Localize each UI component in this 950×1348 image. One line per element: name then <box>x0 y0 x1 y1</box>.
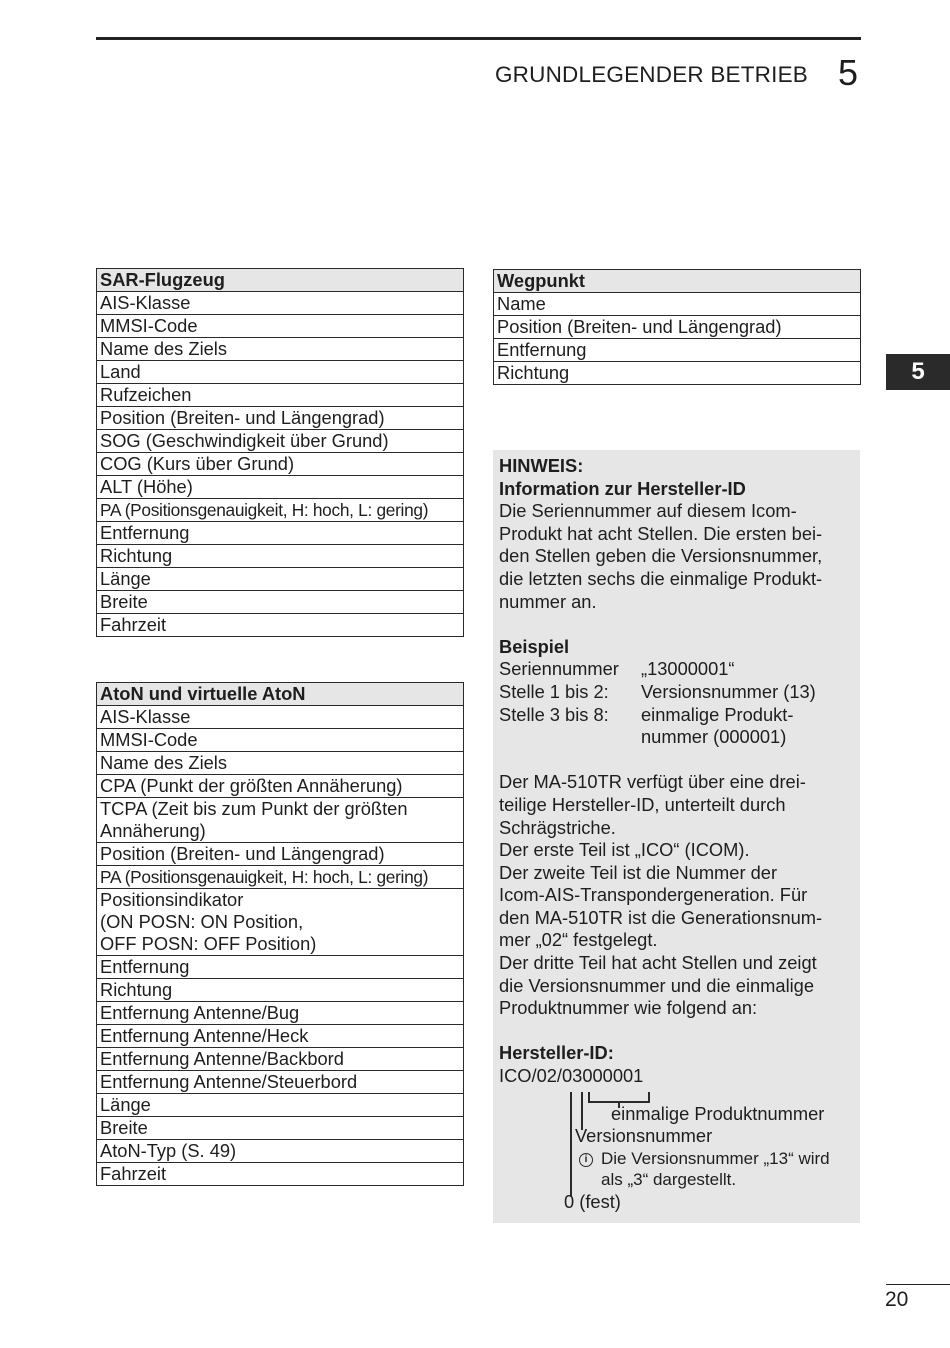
table-cell: Breite <box>97 1117 464 1140</box>
table-row <box>97 614 464 637</box>
info-icon: i <box>579 1153 593 1167</box>
fixed-label: 0 (fest) <box>564 1191 621 1212</box>
table-row <box>97 1025 464 1048</box>
table-cell: MMSI-Code <box>97 729 464 752</box>
table-cell: Entfernung <box>97 956 464 979</box>
waypoint-table <box>493 269 861 385</box>
aton-table-header-row <box>97 683 464 706</box>
product-number-label: einmalige Produktnummer <box>611 1103 825 1124</box>
table-cell: CPA (Punkt der größten Annäherung) <box>97 775 464 798</box>
section-title: GRUNDLEGENDER BETRIEB <box>494 62 808 87</box>
table-row <box>97 292 464 315</box>
table-row <box>97 956 464 979</box>
example-row <box>499 704 851 749</box>
table-cell: Richtung <box>494 362 861 385</box>
page-number: 20 <box>885 1288 909 1311</box>
table-row <box>97 1094 464 1117</box>
example-key: Stelle 1 bis 2: <box>499 680 609 702</box>
table-row <box>97 1117 464 1140</box>
table-cell: COG (Kurs über Grund) <box>97 453 464 476</box>
table-row <box>97 338 464 361</box>
table-cell: Fahrzeit <box>97 614 464 637</box>
example-value: „13000001“ <box>641 658 735 680</box>
table-cell: Position (Breiten- und Längengrad) <box>97 843 464 866</box>
note-intro: Die Seriennummer auf diesem Icom- Produkt hat acht Stellen. Die ersten bei- den Stellen geben die Versionsnummer, die letzten sechs die einmalige Produkt- nummer an. <box>499 500 823 612</box>
example-value: einmalige Produkt- nummer (000001) <box>641 703 794 748</box>
table-row <box>97 979 464 1002</box>
table-cell: Name <box>494 293 861 316</box>
table-cell: Position (Breiten- und Längengrad) <box>494 316 861 339</box>
table-cell: ALT (Höhe) <box>97 476 464 499</box>
table-cell: AtoN-Typ (S. 49) <box>97 1140 464 1163</box>
table-row <box>97 889 464 956</box>
table-row <box>97 568 464 591</box>
table-row <box>494 362 861 385</box>
chapter-number: 5 <box>838 52 859 93</box>
table-cell: Fahrzeit <box>97 1163 464 1186</box>
table-cell: Entfernung Antenne/Steuerbord <box>97 1071 464 1094</box>
table-cell: Länge <box>97 1094 464 1117</box>
table-row <box>97 1002 464 1025</box>
table-cell: Name des Ziels <box>97 338 464 361</box>
chapter-tab: 5 <box>886 354 950 390</box>
table-cell: Land <box>97 361 464 384</box>
example-key: Stelle 3 bis 8: <box>499 703 609 725</box>
table-row <box>97 315 464 338</box>
page-number-rule <box>886 1284 950 1285</box>
table-row <box>97 545 464 568</box>
table-cell: Breite <box>97 591 464 614</box>
bracket-vertical-outer <box>570 1092 572 1196</box>
table-row <box>97 591 464 614</box>
table-row <box>97 407 464 430</box>
table-row <box>97 384 464 407</box>
table-row <box>97 729 464 752</box>
table-row <box>97 775 464 798</box>
sar-table-title: SAR-Flugzeug <box>97 269 464 292</box>
table-row <box>97 499 464 522</box>
table-cell: Name des Ziels <box>97 752 464 775</box>
note-explanation: Der MA-510TR verfügt über eine drei- teilige Hersteller-ID, unterteilt durch Schrägstriche. Der erste Teil ist „ICO“ (ICOM). Der zweite Teil ist die Nummer der Icom-AIS-Transpondergeneration. Für den MA-510TR ist die Generationsnum- mer „02“ festgelegt. Der dritte Teil hat acht Stellen und zeigt die Versionsnummer und die einmalige Produktnummer wie folgend an: <box>499 771 823 1019</box>
table-cell: Richtung <box>97 545 464 568</box>
table-cell: Länge <box>97 568 464 591</box>
table-row <box>97 843 464 866</box>
table-cell: Entfernung <box>494 339 861 362</box>
version-number-label: Versionsnummer <box>575 1125 713 1146</box>
table-row <box>97 1048 464 1071</box>
table-cell: Entfernung Antenne/Heck <box>97 1025 464 1048</box>
aton-table <box>96 682 464 1186</box>
table-row <box>97 453 464 476</box>
manufacturer-id-heading: Hersteller-ID: <box>499 1042 614 1064</box>
version-info-text: Die Versionsnummer „13“ wird als „3“ dargestellt. <box>601 1149 830 1189</box>
example-value: Versionsnummer (13) <box>641 680 816 702</box>
table-row <box>97 866 464 889</box>
sar-aircraft-table <box>96 268 464 637</box>
table-row <box>494 316 861 339</box>
table-row <box>97 1140 464 1163</box>
example-row <box>499 681 851 704</box>
example-row <box>499 658 851 681</box>
table-cell: Entfernung Antenne/Backbord <box>97 1048 464 1071</box>
example-heading: Beispiel <box>499 635 570 657</box>
table-cell: Position (Breiten- und Längengrad) <box>97 407 464 430</box>
table-cell: Rufzeichen <box>97 384 464 407</box>
note-label: HINWEIS: <box>499 455 584 476</box>
bracket-right-tick <box>648 1092 650 1102</box>
table-cell: Entfernung Antenne/Bug <box>97 1002 464 1025</box>
table-cell: AIS-Klasse <box>97 706 464 729</box>
table-cell: AIS-Klasse <box>97 292 464 315</box>
table-cell: PA (Positionsgenauigkeit, H: hoch, L: gering) <box>97 866 464 889</box>
waypoint-table-title: Wegpunkt <box>494 270 861 293</box>
table-row <box>494 293 861 316</box>
example-key: Seriennummer <box>499 658 619 680</box>
table-row <box>97 706 464 729</box>
manufacturer-id-value: ICO/02/03000001 <box>499 1065 644 1087</box>
table-cell: TCPA (Zeit bis zum Punkt der größten Annäherung) <box>97 798 464 843</box>
table-row <box>97 476 464 499</box>
table-cell: Positionsindikator (ON POSN: ON Position, OFF POSN: OFF Position) <box>97 889 464 956</box>
table-row <box>97 798 464 843</box>
table-row <box>97 361 464 384</box>
table-cell: Entfernung <box>97 522 464 545</box>
note-subtitle: Information zur Hersteller-ID <box>499 477 746 499</box>
table-row <box>97 1163 464 1186</box>
top-rule <box>96 37 861 40</box>
table-cell: PA (Positionsgenauigkeit, H: hoch, L: gering) <box>97 499 464 522</box>
table-row <box>97 522 464 545</box>
aton-table-title: AtoN und virtuelle AtoN <box>97 683 464 706</box>
table-row <box>97 1071 464 1094</box>
table-row <box>494 339 861 362</box>
waypoint-table-header-row <box>494 270 861 293</box>
table-row <box>97 430 464 453</box>
sar-table-header-row <box>97 269 464 292</box>
table-cell: Richtung <box>97 979 464 1002</box>
table-cell: SOG (Geschwindigkeit über Grund) <box>97 430 464 453</box>
table-cell: MMSI-Code <box>97 315 464 338</box>
table-row <box>97 752 464 775</box>
